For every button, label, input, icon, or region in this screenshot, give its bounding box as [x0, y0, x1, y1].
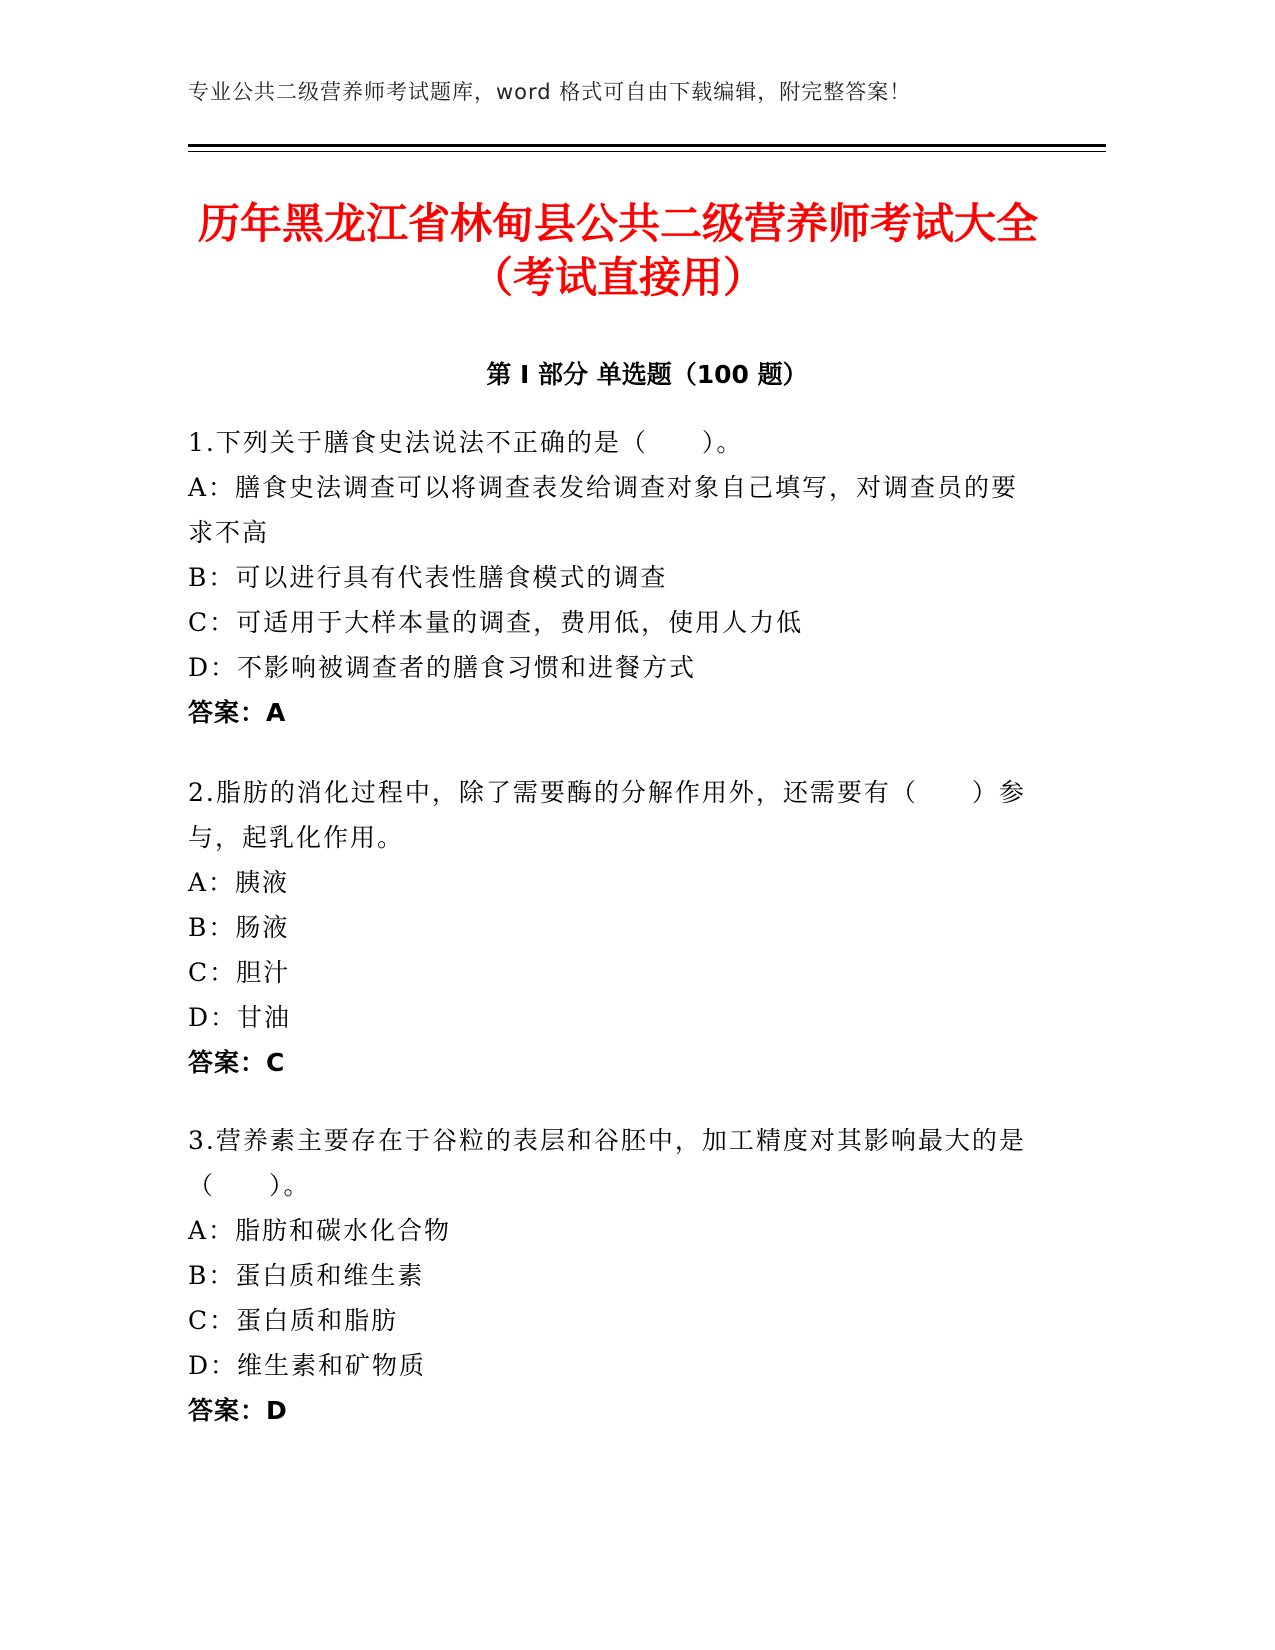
- option-a: A：膳食史法调查可以将调查表发给调查对象自己填写，对调查员的要求不高: [188, 473, 1019, 547]
- answer: 答案：D: [188, 1396, 288, 1425]
- document-title: 历年黑龙江省林甸县公共二级营养师考试大全（考试直接用）: [197, 199, 1038, 302]
- header-divider-thick: [188, 144, 1106, 147]
- option-d: D：不影响被调查者的膳食习惯和进餐方式: [188, 653, 697, 682]
- option-a: A：脂肪和碳水化合物: [188, 1216, 452, 1245]
- question-stem: 2.脂肪的消化过程中，除了需要酶的分解作用外，还需要有（ ）参与，起乳化作用。: [188, 778, 1026, 852]
- option-c: C：胆汁: [188, 958, 291, 987]
- option-c: C：可适用于大样本量的调查，费用低，使用人力低: [188, 608, 804, 637]
- question-stem: 3.营养素主要存在于谷粒的表层和谷胚中，加工精度对其影响最大的是（ ）。: [188, 1126, 1026, 1200]
- answer: 答案：C: [188, 1048, 286, 1077]
- option-b: B：肠液: [188, 913, 290, 942]
- option-b: B：蛋白质和维生素: [188, 1261, 425, 1290]
- option-d: D：甘油: [188, 1003, 292, 1032]
- question-2: [188, 770, 1088, 1085]
- section-title: 第 I 部分 单选题（100 题）: [486, 360, 808, 389]
- answer: 答案：A: [188, 698, 287, 727]
- option-d: D：维生素和矿物质: [188, 1351, 427, 1380]
- option-c: C：蛋白质和脂肪: [188, 1306, 399, 1335]
- option-a: A：胰液: [188, 868, 290, 897]
- header-divider-thin: [188, 151, 1106, 152]
- option-b: B：可以进行具有代表性膳食模式的调查: [188, 563, 668, 592]
- question-1: [188, 420, 1088, 735]
- question-3: [188, 1118, 1088, 1433]
- page-header: 专业公共二级营养师考试题库，word 格式可自由下载编辑，附完整答案！: [188, 80, 912, 104]
- question-stem: 1.下列关于膳食史法说法不正确的是（ ）。: [188, 428, 744, 457]
